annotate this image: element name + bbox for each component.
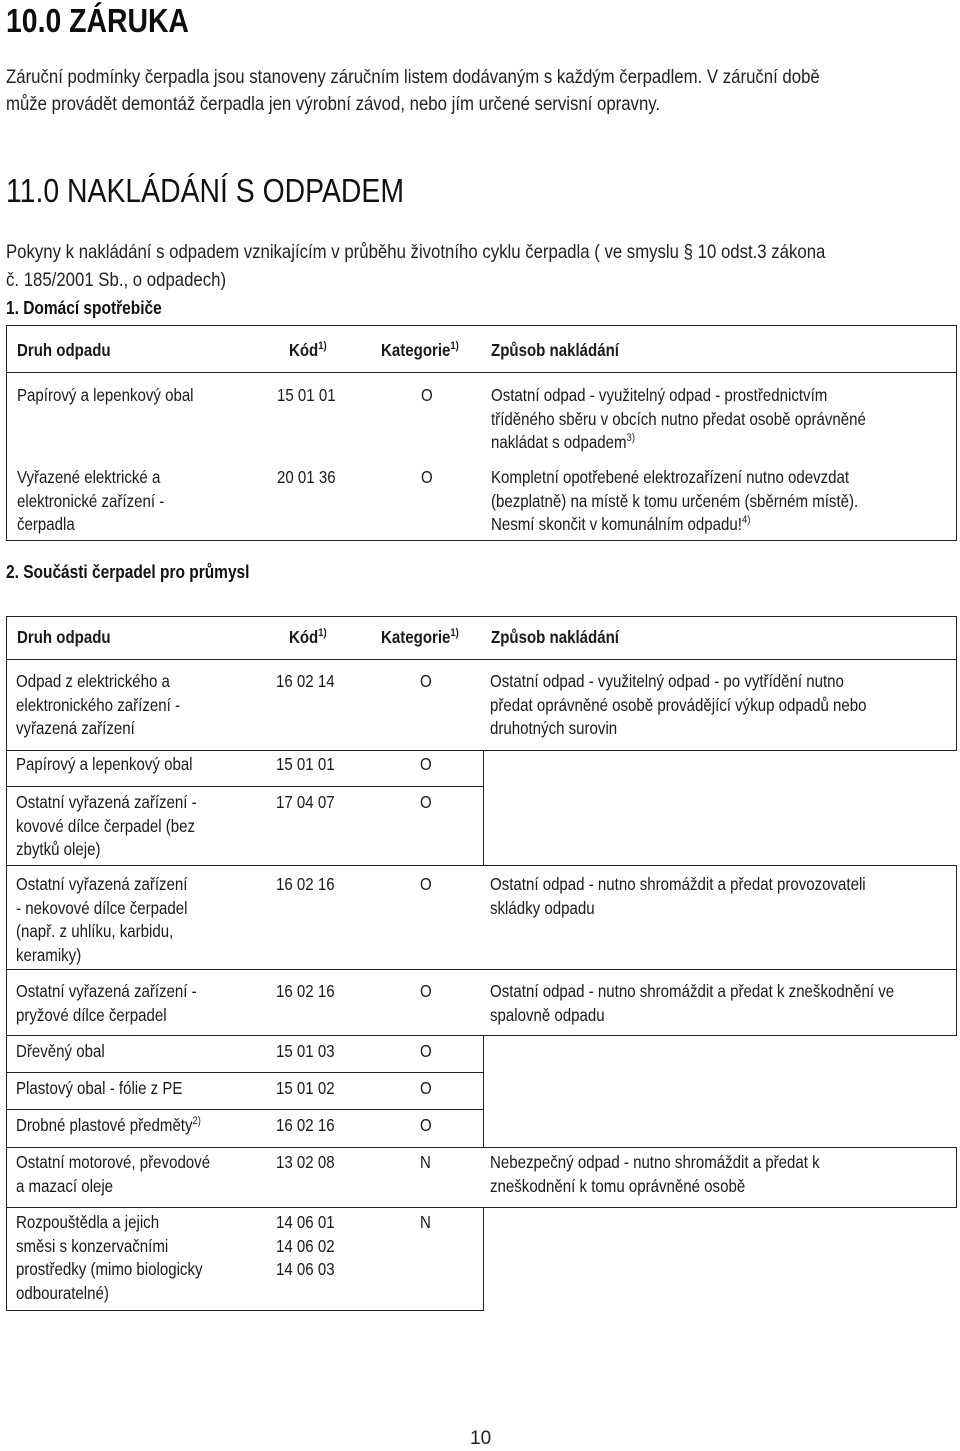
section-11-text — [6, 238, 960, 294]
table-row-kod: 15 01 01 — [277, 385, 336, 405]
col-header-kod: Kód$^{1)}$ — [289, 340, 327, 360]
table-row-kod: 16 02 16 — [276, 874, 335, 894]
table-row-druh: Plastový obal - fólie z PE — [16, 1078, 183, 1098]
table-row-kod: 16 02 16 — [276, 981, 335, 1001]
table2-caption: 2. Součásti čerpadel pro průmysl — [6, 562, 250, 582]
table-row-druh: Papírový a lepenkový obal — [16, 754, 193, 774]
table-row-zpusob: Ostatní odpad - využitelný odpad - po vytřídění nutno předat oprávněné osobě provádějící výkup odpadů nebo druhotných surovin — [490, 671, 867, 738]
table-row-zpusob: Kompletní opotřebené elektrozařízení nutno odevzdat (bezplatně) na místě k tomu určeném (sběrném místě). Nesmí skončit v komunálním odpadu!$^{4)}$ — [491, 467, 859, 534]
col-header-kategorie: Kategorie$^{1)}$ — [381, 627, 459, 647]
table-row-zpusob: Ostatní odpad - využitelný odpad - prostřednictvím tříděného sběru v obcích nutno předat osobě oprávněné nakládat s odpadem$^{3)}$ — [491, 385, 866, 452]
table-row-kategorie: O — [421, 385, 433, 405]
col-header-kod: Kód$^{1)}$ — [289, 627, 327, 647]
table-row-druh: Rozpouštědla a jejich směsi s konzervačními prostředky (mimo biologicky odbouratelné) — [16, 1212, 203, 1303]
table-industrial-header — [6, 616, 957, 660]
col-header-zpusob: Způsob nakládání — [491, 340, 619, 360]
table-row-kategorie: O — [420, 754, 432, 774]
header-divider — [7, 372, 956, 373]
section-11-line: č. 185/2001 Sb., o odpadech) — [6, 269, 227, 291]
section-11-line: Pokyny k nakládání s odpadem vznikajícím v průběhu životního cyklu čerpadla ( ve smyslu § 10 odst.3 zákona — [6, 241, 826, 263]
section-10-line: Záruční podmínky čerpadla jsou stanoveny záručním listem dodávaným s každým čerpadlem. V záruční době — [6, 66, 820, 88]
table-row-zpusob: Ostatní odpad - nutno shromáždit a předat provozovateli skládky odpadu — [490, 874, 866, 918]
section-10-text — [6, 64, 952, 118]
table-row-druh: Ostatní vyřazená zařízení - kovové dílce čerpadel (bez zbytků oleje) — [16, 792, 197, 859]
table1-caption: 1. Domácí spotřebiče — [6, 298, 162, 318]
table-row-druh: Ostatní motorové, převodové a mazací oleje — [16, 1152, 211, 1196]
col-header-druh: Druh odpadu — [17, 340, 111, 360]
col-header-zpusob: Způsob nakládání — [491, 627, 619, 647]
table-row-druh: Ostatní vyřazená zařízení - pryžové dílce čerpadel — [16, 981, 197, 1025]
table-row-kod: 15 01 03 — [276, 1041, 335, 1061]
table-row-kod: 13 02 08 — [276, 1152, 335, 1172]
table-row-kod: 15 01 01 — [276, 754, 335, 774]
table-row-kod: 20 01 36 — [277, 467, 336, 487]
table-row-zpusob: Ostatní odpad - nutno shromáždit a předat k zneškodnění ve spalovně odpadu — [490, 981, 895, 1025]
table-row-kod: 17 04 07 — [276, 792, 335, 812]
section-10-line: může provádět demontáž čerpadla jen výrobní závod, nebo jím určené servisní opravny. — [6, 93, 661, 115]
table-row-zpusob: Nebezpečný odpad - nutno shromáždit a předat k zneškodnění k tomu oprávněné osobě — [490, 1152, 820, 1196]
table-row-kategorie: N — [420, 1212, 431, 1232]
table-row-kod: 14 06 01 14 06 02 14 06 03 — [276, 1212, 335, 1279]
table-row-druh: Ostatní vyřazená zařízení - nekovové dílce čerpadel (např. z uhlíku, karbidu, keramiky) — [16, 874, 188, 965]
table-row-druh: Odpad z elektrického a elektronického zařízení - vyřazená zařízení — [16, 671, 180, 738]
col-header-druh: Druh odpadu — [17, 627, 111, 647]
table-row-druh: Papírový a lepenkový obal — [17, 385, 194, 405]
table-row-kategorie: O — [420, 792, 432, 812]
table-row-kategorie: O — [420, 671, 432, 691]
table-row-druh: Dřevěný obal — [16, 1041, 105, 1061]
table-row-kategorie: O — [420, 981, 432, 1001]
table-row-kategorie: O — [420, 1041, 432, 1061]
table-row-kategorie: N — [420, 1152, 431, 1172]
table-row-kod: 16 02 16 — [276, 1115, 335, 1135]
table-row-kategorie: O — [420, 1078, 432, 1098]
section-10-title: 10.0 ZÁRUKA — [6, 2, 189, 39]
table-row-kategorie: O — [420, 874, 432, 894]
table-row-kod: 16 02 14 — [276, 671, 335, 691]
table-row-kategorie: O — [420, 1115, 432, 1135]
section-11-title: 11.0 NAKLÁDÁNÍ S ODPADEM — [6, 172, 404, 209]
table-domestic — [6, 325, 957, 541]
table-row-druh: Vyřazené elektrické a elektronické zařízení - čerpadla — [17, 467, 165, 534]
table-row-druh: Drobné plastové předměty$^{2)}$ — [16, 1115, 201, 1135]
table-row-kod: 15 01 02 — [276, 1078, 335, 1098]
col-header-kategorie: Kategorie$^{1)}$ — [381, 340, 459, 360]
page-number: 10 — [470, 1428, 492, 1449]
table-row-kategorie: O — [421, 467, 433, 487]
